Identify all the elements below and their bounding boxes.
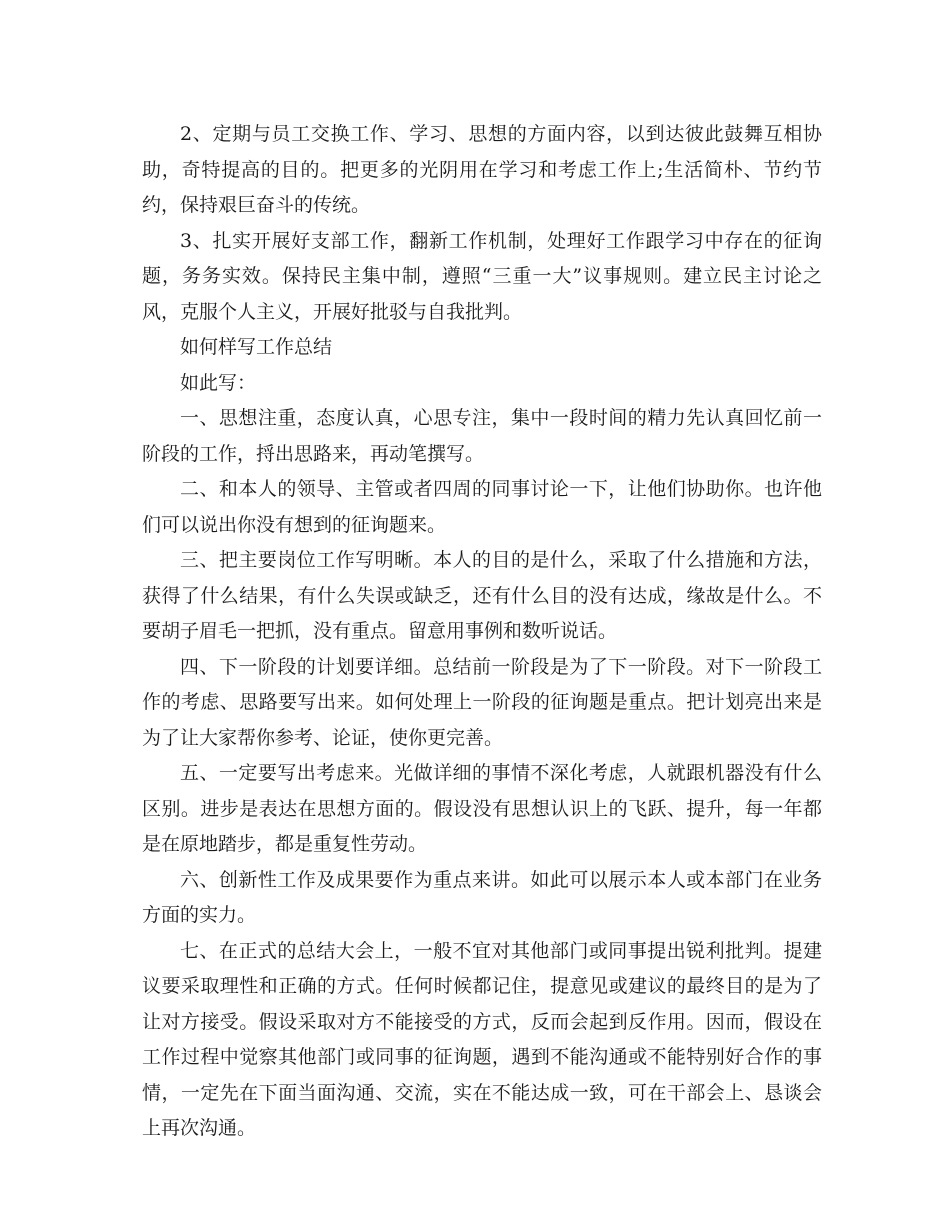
point-seven: 七、在正式的总结大会上，一般不宜对其他部门或同事提出锐利批判。提建议要采取理性和正确的方式。任何时候都记住，提意见或建议的最终目的是为了让对方接受。假设采取对方不能接受的方式，反而会起到反作用。因而，假设在工作过程中觉察其他部门或同事的征询题，遇到不能沟通或不能特别好合作的事情，一定先在下面当面沟通、交流，实在不能达成一致，可在干部会上、恳谈会上再次沟通。 xyxy=(142,939,822,1139)
point-six: 六、创新性工作及成果要作为重点来讲。如此可以展示本人或本部门在业务方面的实力。 xyxy=(142,868,822,926)
point-four: 四、下一阶段的计划要详细。总结前一阶段是为了下一阶段。对下一阶段工作的考虑、思路要写出来。如何处理上一阶段的征询题是重点。把计划亮出来是为了让大家帮你参考、论证，使你更完善。 xyxy=(142,655,822,749)
point-three: 三、把主要岗位工作写明晰。本人的目的是什么，采取了什么措施和方法，获得了什么结果，有什么失误或缺乏，还有什么目的没有达成，缘故是什么。不要胡子眉毛一把抓，没有重点。留意用事例和数听说话。 xyxy=(142,549,822,642)
paragraph-item-3: 3、扎实开展好支部工作，翻新工作机制，处理好工作跟学习中存在的征询题，务务实效。保持民主集中制，遵照“三重一大”议事规则。建立民主讨论之风，克服个人主义，开展好批驳与自我批判。 xyxy=(142,229,822,323)
intro-line: 如此写： xyxy=(180,371,257,394)
point-one: 一、思想注重，态度认真，心思专注，集中一段时间的精力先认真回忆前一阶段的工作，捋出思路来，再动笔撰写。 xyxy=(142,407,822,465)
point-five: 五、一定要写出考虑来。光做详细的事情不深化考虑，人就跟机器没有什么区别。进步是表达在思想方面的。假设没有思想认识上的飞跃、提升，每一年都是在原地踏步，都是重复性劳动。 xyxy=(142,762,822,855)
paragraph-item-2: 2、定期与员工交换工作、学习、思想的方面内容，以到达彼此鼓舞互相协助，奇特提高的目的。把更多的光阴用在学习和考虑工作上;生活简朴、节约节约，保持艰巨奋斗的传统。 xyxy=(142,123,822,216)
section-heading: 如何样写工作总结 xyxy=(180,336,333,358)
point-two: 二、和本人的领导、主管或者四周的同事讨论一下，让他们协助你。也许他们可以说出你没有想到的征询题来。 xyxy=(142,478,822,536)
document-body xyxy=(142,117,822,1147)
